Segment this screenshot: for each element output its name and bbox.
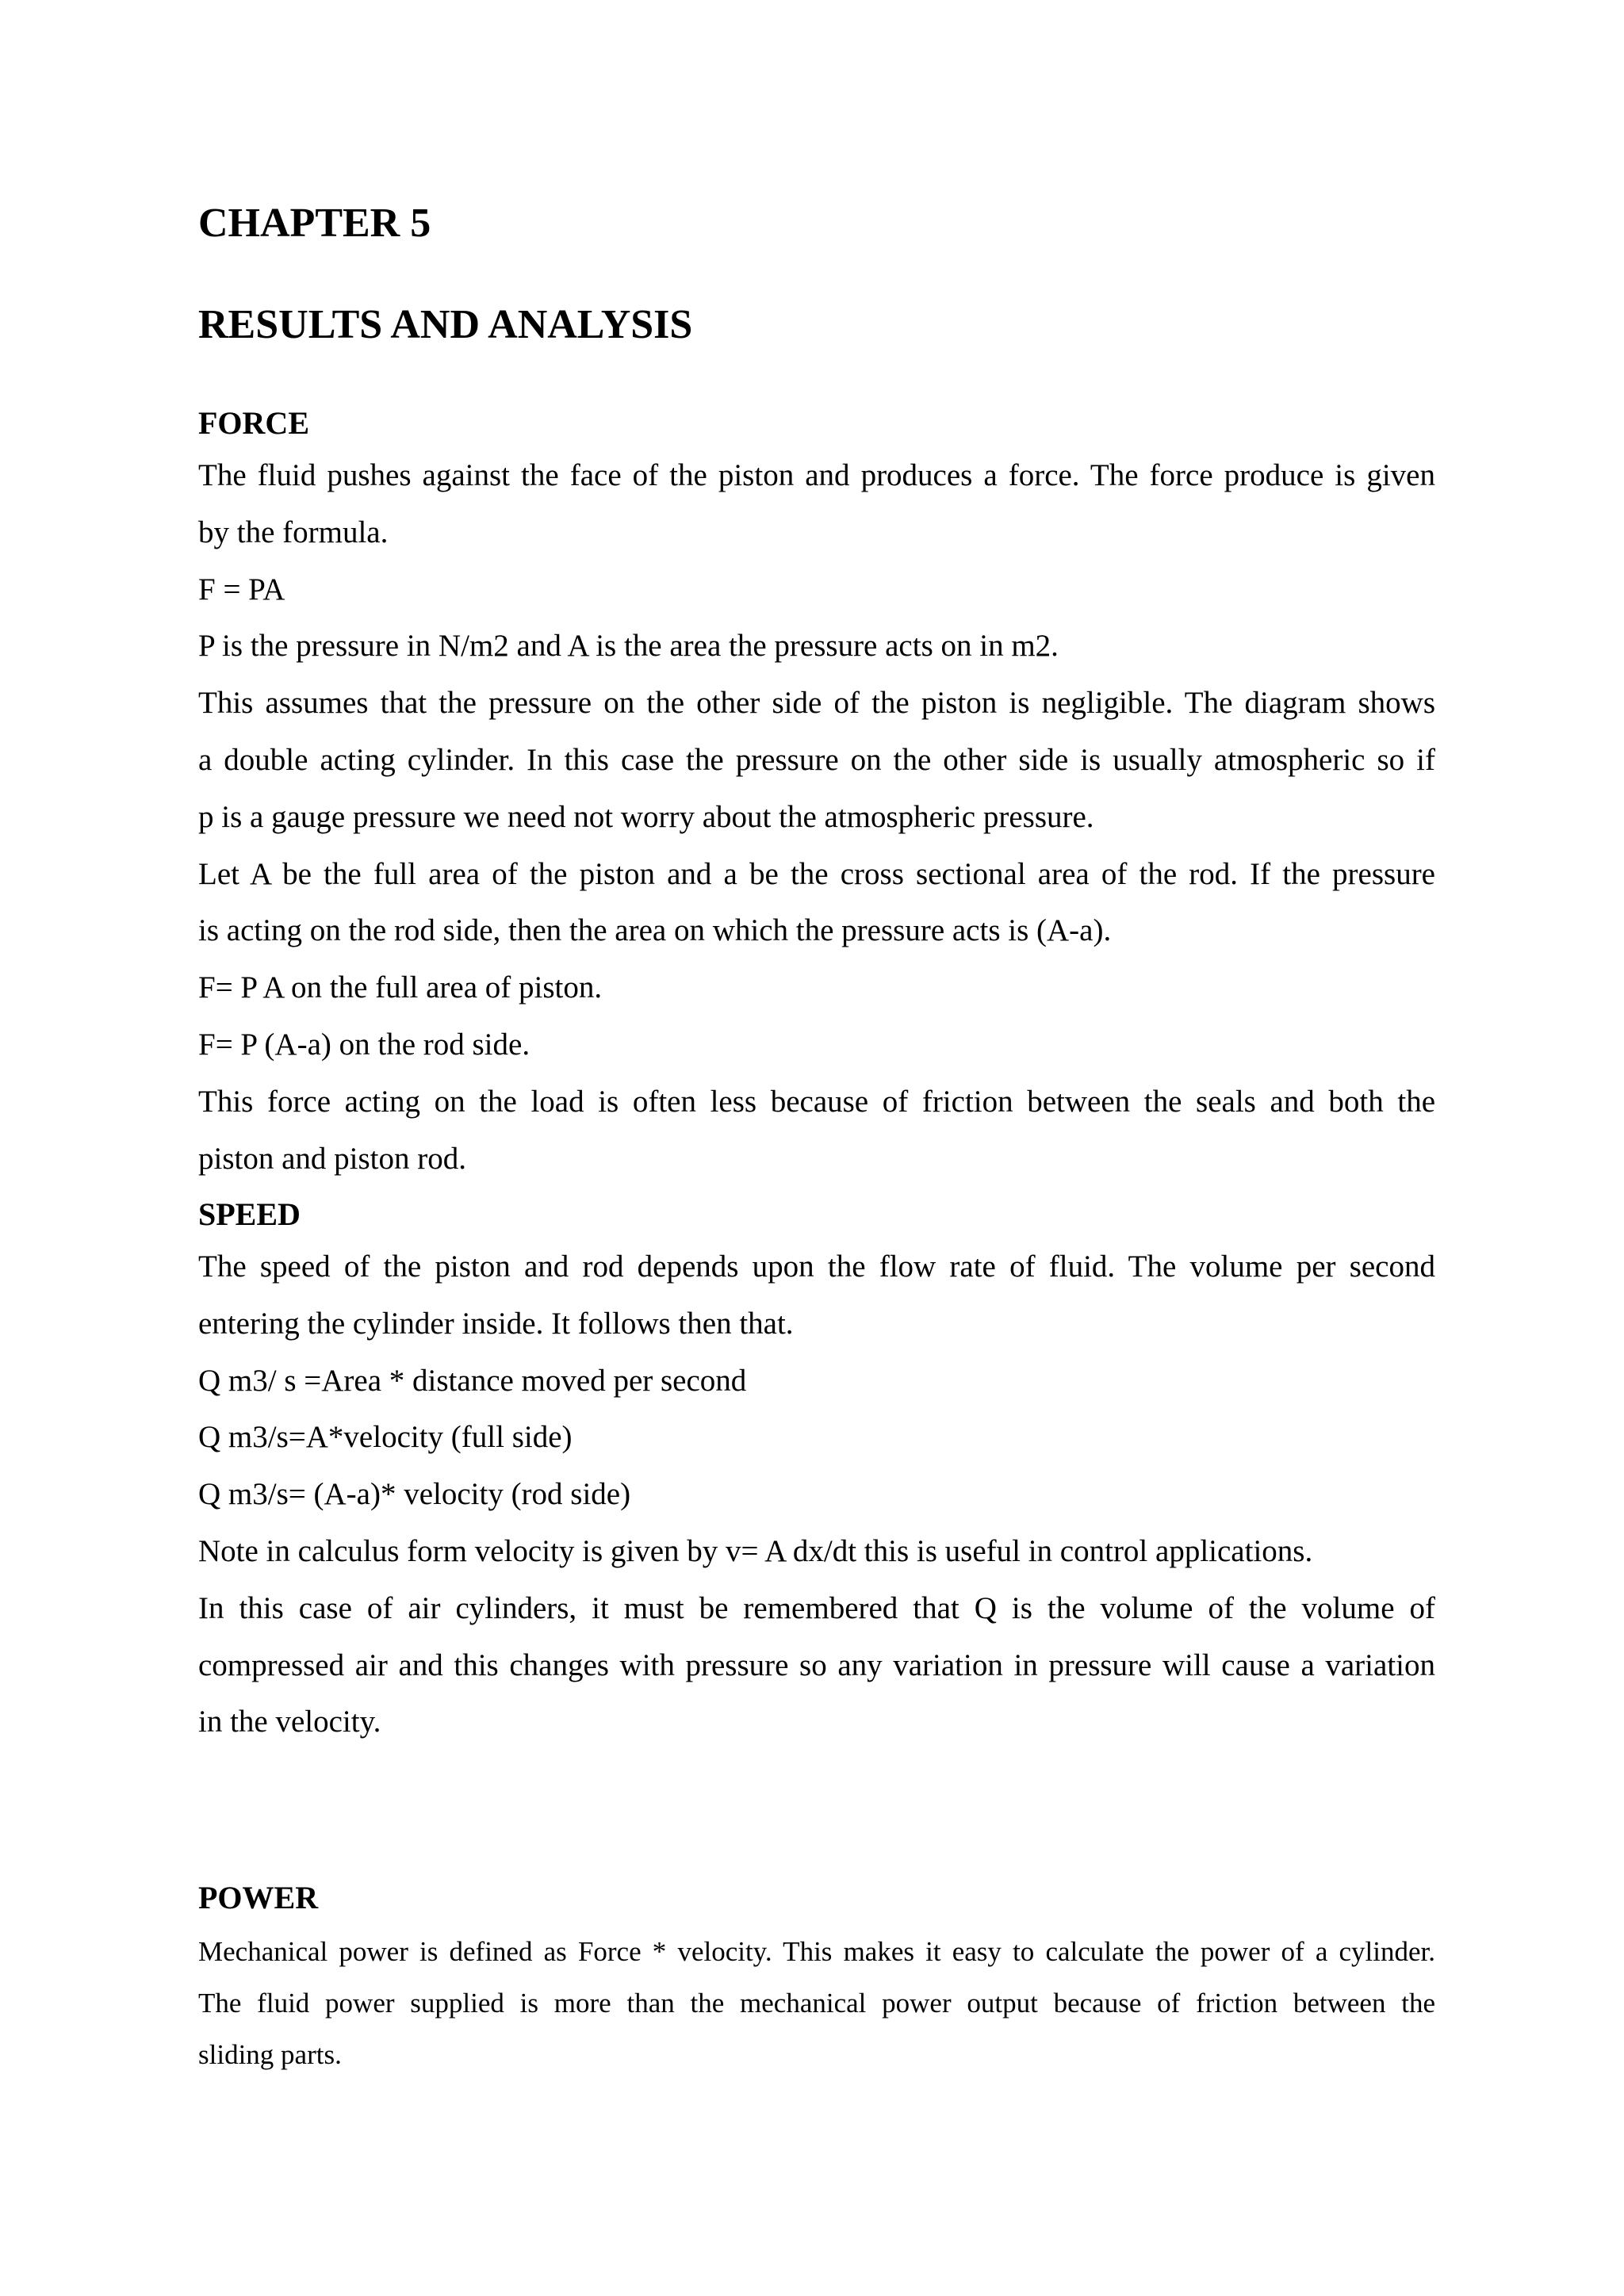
formula-line: F = PA — [198, 572, 285, 607]
paragraph-line: piston and piston rod. — [198, 1141, 466, 1176]
document-page — [198, 0, 1435, 2296]
paragraph-line: The speed of the piston and rod depends upon the flow rate of fluid. The volume per second — [198, 1249, 1435, 1284]
formula-line: Q m3/s= (A-a)* velocity (rod side) — [198, 1477, 631, 1512]
formula-line: F= P (A-a) on the rod side. — [198, 1027, 530, 1062]
paragraph-line: P is the pressure in N/m2 and A is the area the pressure acts on in m2. — [198, 629, 1059, 664]
paragraph-line: The fluid power supplied is more than the mechanical power output because of friction between the — [198, 1988, 1435, 2019]
paragraph-line: is acting on the rod side, then the area on which the pressure acts is (A-a). — [198, 913, 1112, 948]
formula-line: Q m3/s=A*velocity (full side) — [198, 1420, 573, 1455]
paragraph-line: entering the cylinder inside. It follows then that. — [198, 1306, 794, 1341]
paragraph-line: The fluid pushes against the face of the piston and produces a force. The force produce is given — [198, 458, 1435, 492]
force-section — [198, 400, 1435, 1187]
paragraph-line: This assumes that the pressure on the other side of the piston is negligible. The diagram shows — [198, 686, 1435, 721]
power-heading: POWER — [198, 1880, 319, 1915]
chapter-label: CHAPTER 5 — [198, 201, 431, 246]
paragraph-line: Note in calculus form velocity is given by v= A dx/dt this is useful in control applications. — [198, 1533, 1313, 1568]
paragraph-line: Mechanical power is defined as Force * velocity. This makes it easy to calculate the power of a cylinder. — [198, 1936, 1435, 1967]
paragraph-line: compressed air and this changes with pressure so any variation in pressure will cause a variation — [198, 1647, 1435, 1682]
speed-section — [198, 1191, 1435, 1751]
force-heading: FORCE — [198, 405, 309, 441]
paragraph-line: p is a gauge pressure we need not worry about the atmospheric pressure. — [198, 799, 1094, 834]
paragraph-line: by the formula. — [198, 515, 389, 549]
chapter-title: RESULTS AND ANALYSIS — [198, 302, 693, 347]
paragraph-line: in the velocity. — [198, 1705, 381, 1739]
power-section — [198, 1870, 1435, 2080]
formula-line: F= P A on the full area of piston. — [198, 970, 603, 1005]
paragraph-line: a double acting cylinder. In this case the pressure on the other side is usually atmospheric so if — [198, 742, 1435, 777]
paragraph-line: This force acting on the load is often less because of friction between the seals and both the — [198, 1084, 1435, 1119]
formula-line: Q m3/ s =Area * distance moved per second — [198, 1363, 747, 1398]
speed-heading: SPEED — [198, 1196, 301, 1232]
paragraph-line: Let A be the full area of the piston and a be the cross sectional area of the rod. If the pressure — [198, 856, 1435, 891]
paragraph-line: sliding parts. — [198, 2039, 342, 2070]
paragraph-line: In this case of air cylinders, it must be remembered that Q is the volume of the volume of — [198, 1590, 1435, 1625]
